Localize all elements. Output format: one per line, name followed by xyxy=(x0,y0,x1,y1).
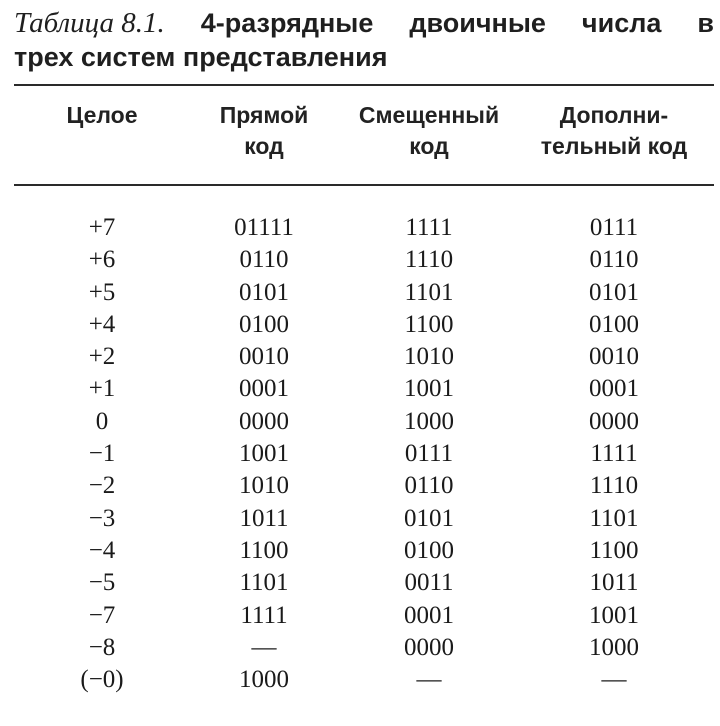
cell-offset-code: 1010 xyxy=(404,343,454,371)
cell-complement-code: 1110 xyxy=(589,472,639,500)
table-row xyxy=(14,632,714,664)
cell-complement-code: 0110 xyxy=(589,246,639,274)
cell-offset-code: 0101 xyxy=(404,504,454,532)
cell-direct-code: 0001 xyxy=(239,375,289,403)
cell-direct-code: 1001 xyxy=(239,440,289,468)
cell-complement-code: 0111 xyxy=(589,214,639,241)
cell-offset-code: — xyxy=(416,666,442,694)
cell-direct-code: 1011 xyxy=(239,504,289,532)
cell-direct-code: 0100 xyxy=(239,310,289,338)
header-complement-code xyxy=(539,100,689,162)
cell-direct-code: 0110 xyxy=(239,246,289,274)
header-line: Целое xyxy=(66,102,138,128)
cell-direct-code: — xyxy=(251,633,277,661)
table-row xyxy=(14,212,714,244)
cell-complement-code: 0101 xyxy=(589,278,639,306)
cell-integer: +7 xyxy=(88,214,116,241)
header-offset-code xyxy=(349,100,509,162)
table-row xyxy=(14,664,714,696)
cell-offset-code: 0100 xyxy=(404,536,454,564)
caption-line-1 xyxy=(14,6,714,40)
cell-complement-code: 0100 xyxy=(589,310,639,338)
header-line: Дополни- xyxy=(559,102,669,128)
table-row xyxy=(14,406,714,438)
cell-integer: −1 xyxy=(88,440,116,468)
caption-line-2: трех систем представления xyxy=(14,42,388,72)
cell-complement-code: — xyxy=(601,666,627,694)
header-line: тельный код xyxy=(540,133,688,159)
cell-direct-code: 1100 xyxy=(239,536,289,564)
table-row xyxy=(14,277,714,309)
cell-integer: +1 xyxy=(88,375,116,403)
table-row xyxy=(14,600,714,632)
caption-label: Таблица 8.1. xyxy=(14,7,165,39)
cell-integer: −7 xyxy=(88,601,116,629)
cell-offset-code: 1000 xyxy=(404,407,454,435)
caption-word: 4-разрядные xyxy=(200,8,374,38)
cell-direct-code: 1101 xyxy=(239,569,289,597)
cell-offset-code: 0011 xyxy=(404,569,454,597)
cell-complement-code: 0000 xyxy=(589,407,639,435)
cell-offset-code: 0001 xyxy=(404,601,454,629)
cell-integer: −8 xyxy=(88,633,116,661)
cell-direct-code: 01111 xyxy=(234,214,294,241)
cell-complement-code: 1001 xyxy=(589,601,639,629)
header-rule xyxy=(14,184,714,186)
table-row xyxy=(14,341,714,373)
cell-integer: (−0) xyxy=(80,666,124,694)
cell-complement-code: 1000 xyxy=(589,633,639,661)
table-row xyxy=(14,470,714,502)
header-line: Смещенный xyxy=(358,102,500,128)
cell-integer: +2 xyxy=(88,343,116,371)
table-row xyxy=(14,373,714,405)
cell-direct-code: 1000 xyxy=(239,666,289,694)
cell-offset-code: 1001 xyxy=(404,375,454,403)
header-direct-code xyxy=(194,100,334,162)
cell-offset-code: 0111 xyxy=(404,440,454,468)
cell-complement-code: 1111 xyxy=(590,440,638,468)
cell-complement-code: 1100 xyxy=(589,536,639,564)
table-row xyxy=(14,503,714,535)
header-line: код xyxy=(244,133,284,159)
table-row xyxy=(14,309,714,341)
cell-direct-code: 0000 xyxy=(239,407,289,435)
caption-word: двоичные xyxy=(409,8,546,38)
table-row xyxy=(14,438,714,470)
table-header xyxy=(14,100,714,180)
header-line: код xyxy=(409,133,449,159)
header-line: Прямой xyxy=(219,102,309,128)
cell-complement-code: 1011 xyxy=(589,569,639,597)
cell-direct-code: 0101 xyxy=(239,278,289,306)
cell-complement-code: 0010 xyxy=(589,343,639,371)
table-row xyxy=(14,244,714,276)
table-body xyxy=(14,212,714,696)
cell-direct-code: 1010 xyxy=(239,472,289,500)
cell-integer: −3 xyxy=(88,504,116,532)
cell-integer: −5 xyxy=(88,569,116,597)
table-caption xyxy=(14,6,714,74)
cell-integer: +4 xyxy=(88,310,116,338)
cell-offset-code: 1101 xyxy=(404,278,454,306)
header-integer xyxy=(42,100,162,131)
cell-complement-code: 0001 xyxy=(589,375,639,403)
cell-offset-code: 1100 xyxy=(404,310,454,338)
caption-word: в xyxy=(697,8,714,38)
cell-integer: +6 xyxy=(88,246,116,274)
table-row xyxy=(14,535,714,567)
cell-direct-code: 0010 xyxy=(239,343,289,371)
caption-word: числа xyxy=(581,8,662,38)
cell-integer: −4 xyxy=(88,536,116,564)
cell-offset-code: 1111 xyxy=(405,214,453,241)
cell-integer: 0 xyxy=(95,407,109,435)
top-rule xyxy=(14,84,714,86)
cell-offset-code: 1110 xyxy=(404,246,454,274)
cell-direct-code: 1111 xyxy=(240,601,288,629)
cell-integer: −2 xyxy=(88,472,116,500)
cell-integer: +5 xyxy=(88,278,116,306)
cell-offset-code: 0110 xyxy=(404,472,454,500)
cell-complement-code: 1101 xyxy=(589,504,639,532)
table-row xyxy=(14,567,714,599)
cell-offset-code: 0000 xyxy=(404,633,454,661)
